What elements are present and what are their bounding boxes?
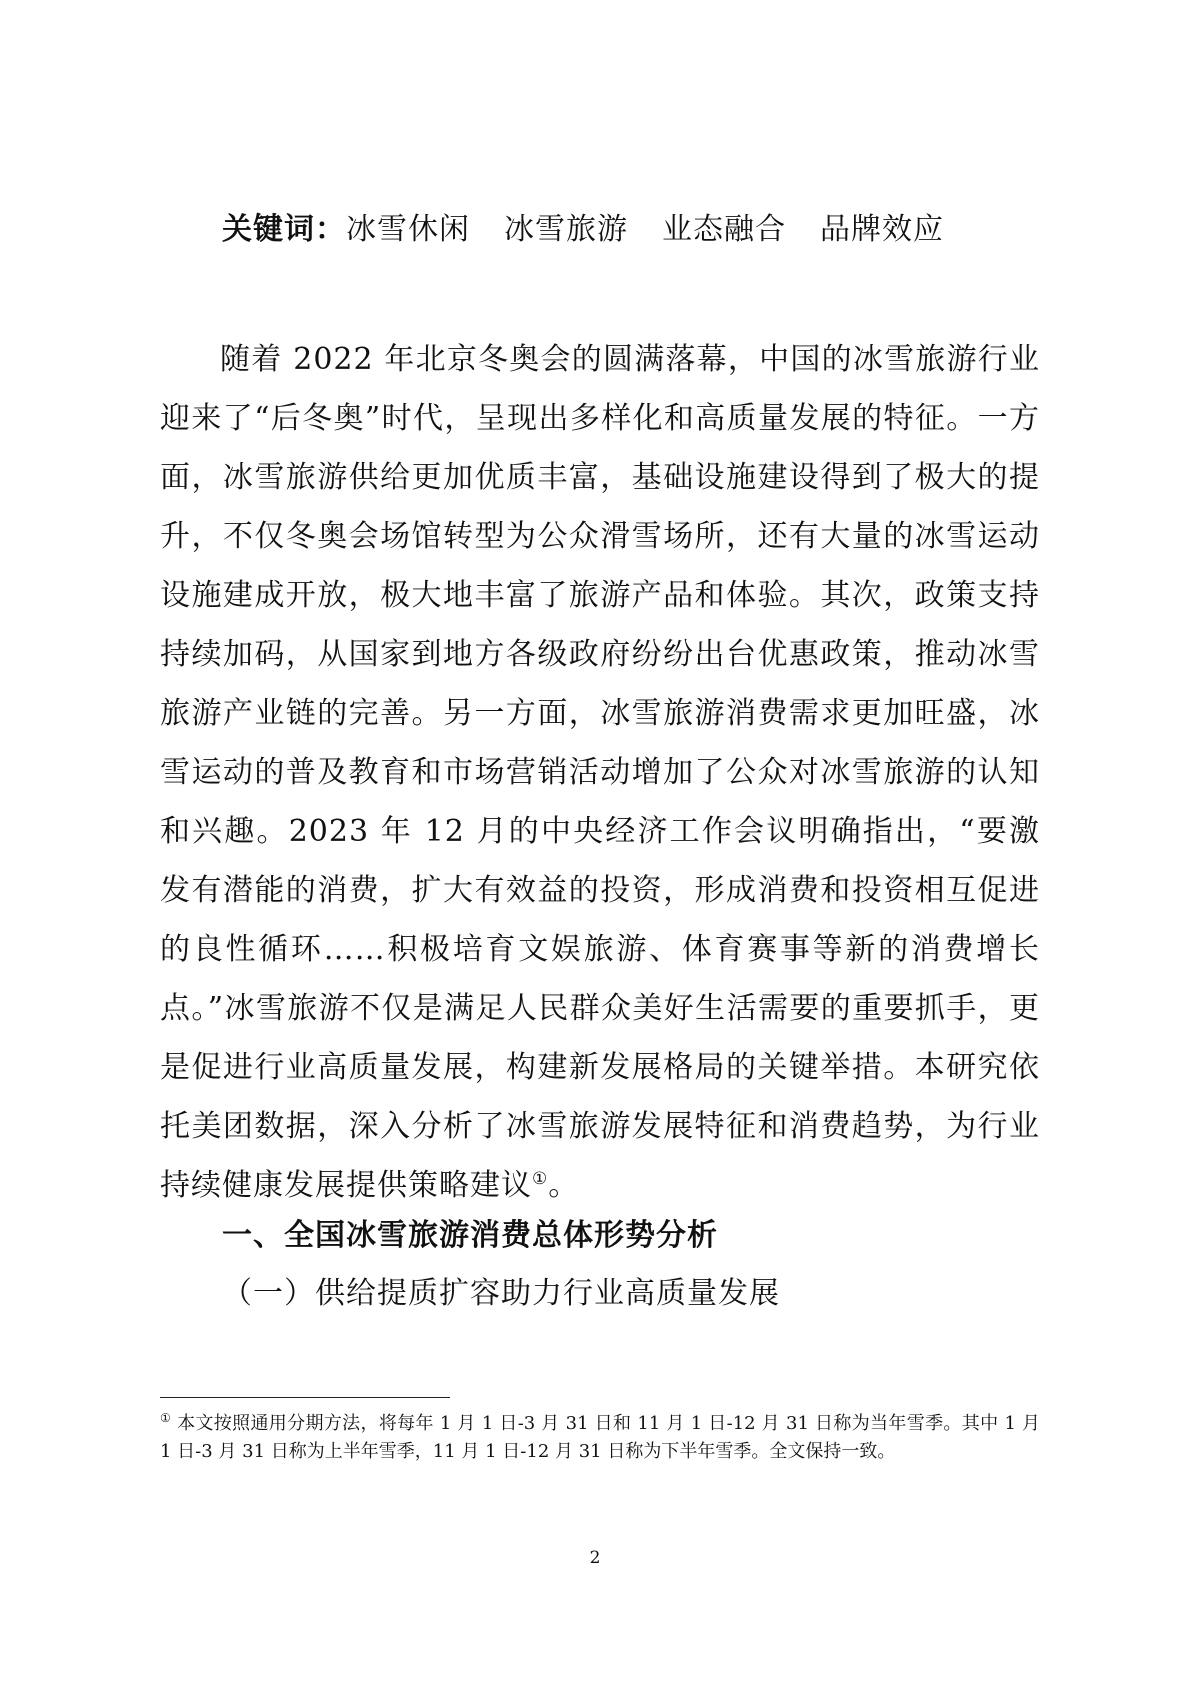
keyword-item: 业态融合: [662, 212, 786, 247]
keyword-item: 冰雪旅游: [504, 212, 628, 247]
footnote-reference[interactable]: ①: [532, 1169, 549, 1189]
footnote: [160, 1410, 1040, 1466]
body-paragraph: [160, 330, 1040, 1215]
paragraph-text: 随着 2022 年北京冬奥会的圆满落幕，中国的冰雪旅游行业迎来了“后冬奥”时代，呈现出多样化和高质量发展的特征。一方面，冰雪旅游供给更加优质丰富，基础设施建设得到了极大的提升，不仅冬奥会场馆转型为公众滑雪场所，还有大量的冰雪运动设施建成开放，极大地丰富了旅游产品和体验。其次，政策支持持续加码，从国家到地方各级政府纷纷出台优惠政策，推动冰雪旅游产业链的完善。另一方面，冰雪旅游消费需求更加旺盛，冰雪运动的普及教育和市场营销活动增加了公众对冰雪旅游的认知和兴趣。2023 年 12 月的中央经济工作会议明确指出，“要激发有潜能的消费，扩大有效益的投资，形成消费和投资相互促进的良性循环……积极培育文娱旅游、体育赛事等新的消费增长点。”冰雪旅游不仅是满足人民群众美好生活需要的重要抓手，更是促进行业高质量发展，构建新发展格局的关键举措。本研究依托美团数据，深入分析了冰雪旅游发展特征和消费趋势，为行业持续健康发展提供策略建议: [160, 342, 1040, 1203]
subsection-heading: （一）供给提质扩容助力行业高质量发展: [222, 1276, 780, 1311]
keyword-item: 冰雪休闲: [346, 212, 470, 247]
keywords-line: [222, 206, 1122, 254]
keywords-label: 关键词：: [222, 212, 346, 247]
page-number: 2: [589, 1548, 601, 1568]
footnote-mark: ①: [160, 1411, 172, 1425]
footnote-divider: [160, 1397, 450, 1398]
footnote-text: 本文按照通用分期方法，将每年 1 月 1 日-3 月 31 日和 11 月 1 日-12 月 31 日称为当年雪季。其中 1 月 1 日-3 月 31 日称为上半年雪季，11 月 1 日-12 月 31 日称为下半年雪季。全文保持一致。: [160, 1413, 1040, 1462]
paragraph-end-punctuation: 。: [548, 1168, 580, 1203]
section-heading: 一、全国冰雪旅游消费总体形势分析: [222, 1218, 718, 1253]
keyword-item: 品牌效应: [820, 212, 944, 247]
body-text: [160, 330, 1040, 1215]
